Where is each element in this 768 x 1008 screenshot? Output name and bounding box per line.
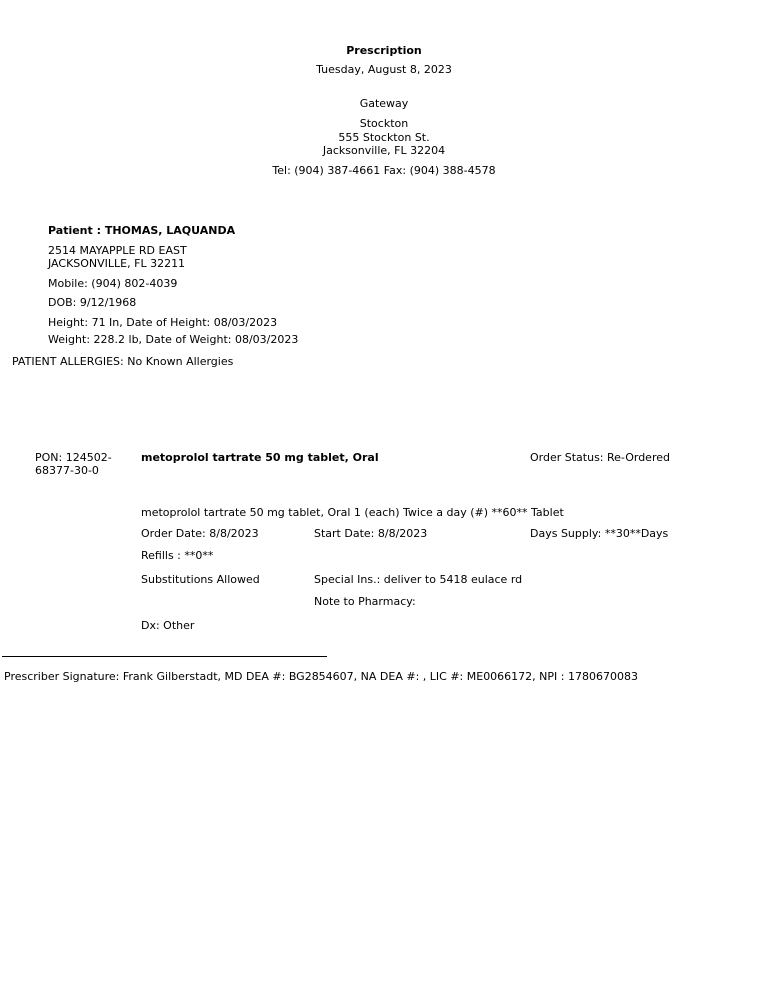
- pharmacy-street: 555 Stockton St.: [338, 131, 430, 144]
- substitutions: Substitutions Allowed: [141, 573, 260, 586]
- patient-mobile: Mobile: (904) 802-4039: [48, 277, 178, 290]
- refills: Refills : **0**: [141, 549, 214, 562]
- drug-title: metoprolol tartrate 50 mg tablet, Oral: [141, 451, 379, 464]
- patient-dob: DOB: 9/12/1968: [48, 296, 137, 309]
- days-supply: Days Supply: **30**Days: [530, 527, 669, 540]
- special-instructions: Special Ins.: deliver to 5418 eulace rd: [314, 573, 523, 586]
- prescription-date: Tuesday, August 8, 2023: [316, 63, 452, 76]
- pharmacy-phone: Tel: (904) 387-4661 Fax: (904) 388-4578: [272, 164, 496, 177]
- diagnosis: Dx: Other: [141, 619, 195, 632]
- pharmacy-branch: Stockton: [359, 117, 409, 130]
- pharmacy-name: Gateway: [359, 97, 409, 110]
- patient-height: Height: 71 In, Date of Height: 08/03/2023: [48, 316, 278, 329]
- patient-address-line1: 2514 MAYAPPLE RD EAST: [48, 244, 187, 257]
- start-date: Start Date: 8/8/2023: [314, 527, 428, 540]
- order-status: Order Status: Re-Ordered: [530, 451, 670, 464]
- patient-weight: Weight: 228.2 lb, Date of Weight: 08/03/2023: [48, 333, 299, 346]
- document-title: Prescription: [346, 44, 422, 57]
- sig-directions: metoprolol tartrate 50 mg tablet, Oral 1 (each) Twice a day (#) **60** Tablet: [141, 506, 564, 519]
- pon-number-line2: 68377-30-0: [35, 464, 99, 477]
- pon-number-line1: PON: 124502-: [35, 451, 112, 464]
- note-to-pharmacy: Note to Pharmacy:: [314, 595, 416, 608]
- pharmacy-city: Jacksonville, FL 32204: [322, 144, 446, 157]
- patient-name: Patient : THOMAS, LAQUANDA: [48, 224, 236, 237]
- signature-line: [2, 656, 327, 657]
- patient-allergies: PATIENT ALLERGIES: No Known Allergies: [12, 355, 234, 368]
- order-date: Order Date: 8/8/2023: [141, 527, 259, 540]
- patient-address-line2: JACKSONVILLE, FL 32211: [48, 257, 186, 270]
- prescriber-signature: Prescriber Signature: Frank Gilberstadt, MD DEA #: BG2854607, NA DEA #: , LIC #: ME0066172, NPI : 1780670083: [4, 670, 638, 683]
